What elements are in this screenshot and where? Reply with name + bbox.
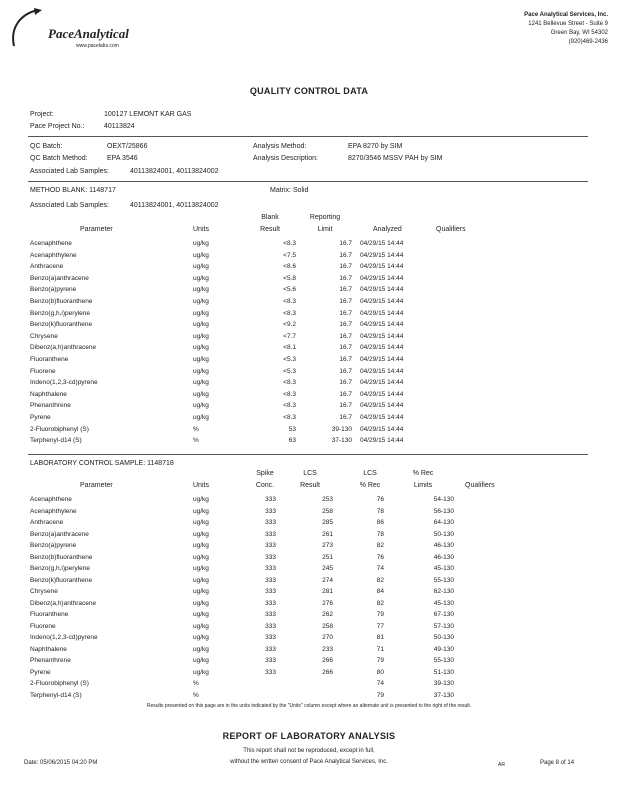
method-blank-label: METHOD BLANK: 1148717 <box>30 187 116 194</box>
parameter-cell: Acenaphthylene <box>30 251 77 259</box>
reporting-limit-cell: 16.7 <box>339 379 352 387</box>
lcs-result-cell: 285 <box>322 519 333 526</box>
spike-conc-cell: 333 <box>265 645 276 653</box>
analyzed-cell: 04/29/15 14:44 <box>360 437 404 445</box>
analyzed-cell: 04/29/15 14:44 <box>360 274 404 282</box>
lcs-result-cell: 258 <box>322 622 333 630</box>
lcs-pct-rec-cell: 76 <box>376 496 384 503</box>
mb-associated-samples-value: 40113824001, 40113824002 <box>130 202 219 209</box>
analyzed-cell: 04/29/15 14:44 <box>360 298 404 305</box>
units-cell: ug/kg <box>193 645 209 653</box>
blank-result-cell: <7.5 <box>283 251 296 259</box>
analyzed-cell: 04/29/15 14:44 <box>360 379 404 387</box>
disclaimer-line: This report shall not be reproduced, except in full, <box>243 748 375 754</box>
parameter-cell: Indeno(1,2,3-cd)pyrene <box>30 379 98 387</box>
parameter-cell: Chrysene <box>30 588 58 595</box>
units-cell: % <box>193 680 199 687</box>
blank-result-cell: <8.3 <box>283 309 296 317</box>
reporting-limit-cell: 16.7 <box>339 344 352 352</box>
lcs-result-cell: 262 <box>322 611 333 618</box>
mb-header-reporting: Reporting <box>309 214 341 221</box>
lcs-header-parameter: Parameter <box>80 482 113 489</box>
blank-result-cell: <8.1 <box>283 344 296 352</box>
mb-header-analyzed: Analyzed <box>373 226 402 233</box>
rec-limits-cell: 55-130 <box>433 576 454 584</box>
lcs-header-rec: % Rec <box>412 470 434 477</box>
lcs-label: LABORATORY CONTROL SAMPLE: 1148718 <box>30 460 174 467</box>
matrix-label: Matrix: Solid <box>270 187 309 194</box>
rec-limits-cell: 45-130 <box>433 599 454 607</box>
parameter-cell: Benzo(b)fluoranthene <box>30 553 93 561</box>
rec-limits-cell: 46-130 <box>433 553 454 561</box>
units-cell: ug/kg <box>193 507 209 515</box>
lcs-pct-rec-cell: 79 <box>376 611 384 618</box>
units-cell: ug/kg <box>193 274 209 282</box>
parameter-cell: 2-Fluorobiphenyl (S) <box>30 680 89 687</box>
analyzed-cell: 04/29/15 14:44 <box>360 367 404 375</box>
units-cell: ug/kg <box>193 668 209 676</box>
units-cell: ug/kg <box>193 622 209 630</box>
parameter-cell: Fluoranthene <box>30 356 69 363</box>
analysis-description-value: 8270/3546 MSSV PAH by SIM <box>348 155 443 162</box>
lcs-pct-rec-cell: 84 <box>376 588 384 595</box>
mb-associated-samples-label: Associated Lab Samples: <box>30 202 109 209</box>
units-cell: % <box>193 425 199 433</box>
rec-limits-cell: 62-130 <box>433 588 454 595</box>
analyzed-cell: 04/29/15 14:44 <box>360 414 404 421</box>
analyzed-cell: 04/29/15 14:44 <box>360 390 404 398</box>
parameter-cell: Terphenyl-d14 (S) <box>30 437 82 445</box>
lcs-header-pct-rec: % Rec <box>359 482 381 489</box>
rec-limits-cell: 54-130 <box>433 496 454 503</box>
units-cell: ug/kg <box>193 414 209 421</box>
address-line: 1241 Bellevue Street - Suite 9 <box>528 21 608 27</box>
analyzed-cell: 04/29/15 14:44 <box>360 425 404 433</box>
reporting-limit-cell: 16.7 <box>339 414 352 421</box>
associated-samples-value: 40113824001, 40113824002 <box>130 168 219 175</box>
analyzed-cell: 04/29/15 14:44 <box>360 332 404 340</box>
analyzed-cell: 04/29/15 14:44 <box>360 356 404 363</box>
parameter-cell: Fluorene <box>30 367 56 375</box>
spike-conc-cell: 333 <box>265 668 276 676</box>
lcs-pct-rec-cell: 82 <box>376 542 384 549</box>
lcs-pct-rec-cell: 74 <box>376 680 384 687</box>
analysis-method-label: Analysis Method: <box>253 143 307 150</box>
parameter-cell: Benzo(g,h,i)perylene <box>30 565 90 572</box>
lcs-result-cell: 266 <box>322 657 333 664</box>
address-line: Pace Analytical Services, Inc. <box>524 12 608 18</box>
lcs-pct-rec-cell: 82 <box>376 576 384 584</box>
lcs-pct-rec-cell: 71 <box>376 645 384 653</box>
lcs-pct-rec-cell: 76 <box>376 553 384 561</box>
reporting-limit-cell: 16.7 <box>339 263 352 271</box>
mb-header-units: Units <box>193 226 209 233</box>
blank-result-cell: <7.7 <box>283 332 296 340</box>
blank-result-cell: <5.3 <box>283 367 296 375</box>
rec-limits-cell: 37-130 <box>433 691 454 699</box>
reporting-limit-cell: 16.7 <box>339 321 352 329</box>
mb-header-blank: Blank <box>261 214 279 221</box>
analyzed-cell: 04/29/15 14:44 <box>360 309 404 317</box>
units-cell: ug/kg <box>193 379 209 387</box>
spike-conc-cell: 333 <box>265 565 276 572</box>
blank-result-cell: <8.3 <box>283 402 296 410</box>
lcs-header-qualifiers: Qualifiers <box>465 482 495 489</box>
units-cell: ug/kg <box>193 611 209 618</box>
lcs-header-result: Result <box>300 482 320 489</box>
lcs-result-cell: 253 <box>322 496 333 503</box>
reporting-limit-cell: 16.7 <box>339 286 352 294</box>
units-cell: % <box>193 691 199 699</box>
parameter-cell: Indeno(1,2,3-cd)pyrene <box>30 634 98 641</box>
units-cell: ug/kg <box>193 519 209 526</box>
units-cell: ug/kg <box>193 553 209 561</box>
units-cell: ug/kg <box>193 588 209 595</box>
units-cell: ug/kg <box>193 530 209 538</box>
rec-limits-cell: 55-130 <box>433 657 454 664</box>
spike-conc-cell: 333 <box>265 634 276 641</box>
blank-result-cell: <8.3 <box>283 390 296 398</box>
divider <box>28 454 588 455</box>
reporting-limit-cell: 16.7 <box>339 298 352 305</box>
parameter-cell: Dibenz(a,h)anthracene <box>30 599 97 607</box>
lcs-result-cell: 266 <box>322 668 333 676</box>
analysis-method-value: EPA 8270 by SIM <box>348 143 403 150</box>
units-cell: ug/kg <box>193 657 209 664</box>
blank-result-cell: <8.3 <box>283 379 296 387</box>
reporting-limit-cell: 16.7 <box>339 274 352 282</box>
spike-conc-cell: 333 <box>265 576 276 584</box>
reporting-limit-cell: 39-130 <box>331 425 352 433</box>
lcs-header-spike: Spike <box>256 470 274 477</box>
parameter-cell: Chrysene <box>30 332 58 340</box>
rec-limits-cell: 51-130 <box>433 668 454 676</box>
units-cell: ug/kg <box>193 251 209 259</box>
associated-samples-label: Associated Lab Samples: <box>30 168 109 175</box>
spike-conc-cell: 333 <box>265 622 276 630</box>
parameter-cell: Fluoranthene <box>30 611 69 618</box>
qc-batch-value: OEXT/25866 <box>107 143 148 150</box>
lab-address <box>524 11 608 47</box>
units-cell: ug/kg <box>193 344 209 352</box>
parameter-cell: Benzo(a)pyrene <box>30 542 77 549</box>
qc-batch-method-label: QC Batch Method: <box>30 155 88 162</box>
units-cell: ug/kg <box>193 542 209 549</box>
units-cell: ug/kg <box>193 321 209 329</box>
parameter-cell: Fluorene <box>30 622 56 630</box>
blank-result-cell: <8.6 <box>283 263 296 271</box>
parameter-cell: Acenaphthylene <box>30 507 77 515</box>
reporting-limit-cell: 16.7 <box>339 251 352 259</box>
units-cell: ug/kg <box>193 496 209 503</box>
blank-result-cell: 63 <box>288 437 296 445</box>
document-title: QUALITY CONTROL DATA <box>249 86 369 96</box>
blank-result-cell: <5.6 <box>283 286 296 294</box>
address-line: Green Bay, WI 54302 <box>550 30 608 36</box>
reporting-limit-cell: 16.7 <box>339 332 352 340</box>
blank-result-cell: <8.3 <box>283 240 296 247</box>
address-line: (920)469-2436 <box>568 39 608 45</box>
units-cell: ug/kg <box>193 332 209 340</box>
reporting-limit-cell: 16.7 <box>339 402 352 410</box>
spike-conc-cell: 333 <box>265 542 276 549</box>
parameter-cell: Terphenyl-d14 (S) <box>30 691 82 699</box>
spike-conc-cell: 333 <box>265 588 276 595</box>
parameter-cell: Acenaphthene <box>30 240 72 247</box>
mb-header-limit: Limit <box>317 226 333 233</box>
logo-url: www.pacelabs.com <box>76 43 119 49</box>
mb-header-qualifiers: Qualifiers <box>436 226 466 233</box>
parameter-cell: Acenaphthene <box>30 496 72 503</box>
rec-limits-cell: 57-130 <box>433 622 454 630</box>
lcs-result-cell: 245 <box>322 565 333 572</box>
blank-result-cell: <8.3 <box>283 414 296 421</box>
qc-batch-method-value: EPA 3546 <box>107 155 138 162</box>
parameter-cell: Benzo(g,h,i)perylene <box>30 309 90 317</box>
divider <box>28 136 588 137</box>
lcs-header-units: Units <box>193 482 209 489</box>
units-cell: ug/kg <box>193 298 209 305</box>
lcs-result-cell: 261 <box>322 530 333 538</box>
parameter-cell: Naphthalene <box>30 390 67 398</box>
qc-batch-label: QC Batch: <box>30 143 63 150</box>
report-title: REPORT OF LABORATORY ANALYSIS <box>222 731 396 741</box>
analyzed-cell: 04/29/15 14:44 <box>360 344 404 352</box>
parameter-cell: Dibenz(a,h)anthracene <box>30 344 97 352</box>
analysis-description-label: Analysis Description: <box>253 155 318 162</box>
parameter-cell: 2-Fluorobiphenyl (S) <box>30 425 89 433</box>
blank-result-cell: <8.3 <box>283 298 296 305</box>
disclaimer-line: without the written consent of Pace Analytical Services, Inc. <box>230 759 388 765</box>
parameter-cell: Benzo(k)fluoranthene <box>30 321 93 329</box>
reporting-limit-cell: 16.7 <box>339 390 352 398</box>
units-cell: ug/kg <box>193 402 209 410</box>
parameter-cell: Benzo(k)fluoranthene <box>30 576 93 584</box>
lcs-result-cell: 233 <box>322 645 333 653</box>
spike-conc-cell: 333 <box>265 530 276 538</box>
page-number: Page 8 of 14 <box>540 760 575 766</box>
lcs-pct-rec-cell: 86 <box>376 519 384 526</box>
report-date: Date: 05/06/2015 04:20 PM <box>24 760 98 766</box>
units-cell: ug/kg <box>193 356 209 363</box>
reporting-limit-cell: 16.7 <box>339 240 352 247</box>
analyzed-cell: 04/29/15 14:44 <box>360 251 404 259</box>
units-cell: ug/kg <box>193 390 209 398</box>
parameter-cell: Pyrene <box>30 414 51 421</box>
lcs-result-cell: 251 <box>322 553 333 561</box>
rec-limits-cell: 64-130 <box>433 519 454 526</box>
lcs-pct-rec-cell: 74 <box>376 565 384 572</box>
parameter-cell: Benzo(a)anthracene <box>30 530 89 538</box>
lcs-pct-rec-cell: 77 <box>376 622 384 630</box>
units-cell: ug/kg <box>193 263 209 271</box>
units-cell: % <box>193 437 199 445</box>
project-label: Project: <box>30 111 54 118</box>
parameter-cell: Phenanthrene <box>30 657 71 664</box>
mb-header-result: Result <box>260 226 280 233</box>
units-cell: ug/kg <box>193 599 209 607</box>
lcs-header-lcs-rec: LCS <box>363 470 377 477</box>
footnote: Results presented on this page are in the units indicated by the "Units" column except where an alternate unit is presented to the right of the result. <box>146 703 472 709</box>
pace-project-value: 40113824 <box>104 123 135 130</box>
rec-limits-cell: 45-130 <box>433 565 454 572</box>
reporting-limit-cell: 16.7 <box>339 356 352 363</box>
units-cell: ug/kg <box>193 565 209 572</box>
logo-name: PaceAnalytical <box>48 26 129 41</box>
spike-conc-cell: 333 <box>265 611 276 618</box>
rec-limits-cell: 67-130 <box>433 611 454 618</box>
reporting-limit-cell: 16.7 <box>339 367 352 375</box>
lcs-pct-rec-cell: 78 <box>376 530 384 538</box>
reporting-limit-cell: 37-130 <box>331 437 352 445</box>
blank-result-cell: <5.8 <box>283 274 296 282</box>
blank-result-cell: 53 <box>288 425 296 433</box>
units-cell: ug/kg <box>193 367 209 375</box>
units-cell: ug/kg <box>193 309 209 317</box>
lcs-pct-rec-cell: 82 <box>376 599 384 607</box>
analyzed-cell: 04/29/15 14:44 <box>360 321 404 329</box>
spike-conc-cell: 333 <box>265 553 276 561</box>
units-cell: ug/kg <box>193 634 209 641</box>
lcs-pct-rec-cell: 79 <box>376 657 384 664</box>
lcs-header-limits: Limits <box>413 482 433 489</box>
analyzed-cell: 04/29/15 14:44 <box>360 286 404 294</box>
divider <box>28 181 588 182</box>
spike-conc-cell: 333 <box>265 519 276 526</box>
lcs-header-conc: Conc. <box>255 482 275 489</box>
lcs-result-cell: 270 <box>322 634 333 641</box>
lcs-result-cell: 273 <box>322 542 333 549</box>
project-value: 100127 LEMONT KAR GAS <box>104 111 192 118</box>
parameter-cell: Benzo(b)fluoranthene <box>30 298 93 305</box>
rec-limits-cell: 49-130 <box>433 645 454 653</box>
parameter-cell: Anthracene <box>30 263 64 271</box>
rec-limits-cell: 50-130 <box>433 530 454 538</box>
mb-header-parameter: Parameter <box>80 226 113 233</box>
spike-conc-cell: 333 <box>265 507 276 515</box>
lcs-header-lcs: LCS <box>303 470 317 477</box>
blank-result-cell: <9.2 <box>283 321 296 329</box>
lcs-result-cell: 276 <box>322 599 333 607</box>
lcs-result-cell: 258 <box>322 507 333 515</box>
lcs-pct-rec-cell: 78 <box>376 507 384 515</box>
analyzed-cell: 04/29/15 14:44 <box>360 402 404 410</box>
reporting-limit-cell: 16.7 <box>339 309 352 317</box>
units-cell: ug/kg <box>193 240 209 247</box>
parameter-cell: Benzo(a)anthracene <box>30 274 89 282</box>
lcs-result-cell: 274 <box>322 576 333 584</box>
rec-limits-cell: 46-130 <box>433 542 454 549</box>
units-cell: ug/kg <box>193 576 209 584</box>
spike-conc-cell: 333 <box>265 496 276 503</box>
analyzed-cell: 04/29/15 14:44 <box>360 240 404 247</box>
parameter-cell: Phenanthrene <box>30 402 71 410</box>
lcs-pct-rec-cell: 81 <box>376 634 384 641</box>
parameter-cell: Benzo(a)pyrene <box>30 286 77 294</box>
spike-conc-cell: 333 <box>265 599 276 607</box>
units-cell: ug/kg <box>193 286 209 294</box>
analyzed-cell: 04/29/15 14:44 <box>360 263 404 271</box>
rec-limits-cell: 56-130 <box>433 507 454 515</box>
parameter-cell: Anthracene <box>30 519 64 526</box>
lcs-pct-rec-cell: 79 <box>376 691 384 699</box>
spike-conc-cell: 333 <box>265 657 276 664</box>
lcs-pct-rec-cell: 80 <box>376 668 384 676</box>
rec-limits-cell: 50-130 <box>433 634 454 641</box>
pace-project-label: Pace Project No.: <box>30 123 85 130</box>
lcs-result-cell: 281 <box>322 588 333 595</box>
parameter-cell: Pyrene <box>30 668 51 676</box>
blank-result-cell: <5.3 <box>283 356 296 363</box>
rec-limits-cell: 39-130 <box>433 680 454 687</box>
initials: AR <box>498 762 505 768</box>
parameter-cell: Naphthalene <box>30 645 67 653</box>
